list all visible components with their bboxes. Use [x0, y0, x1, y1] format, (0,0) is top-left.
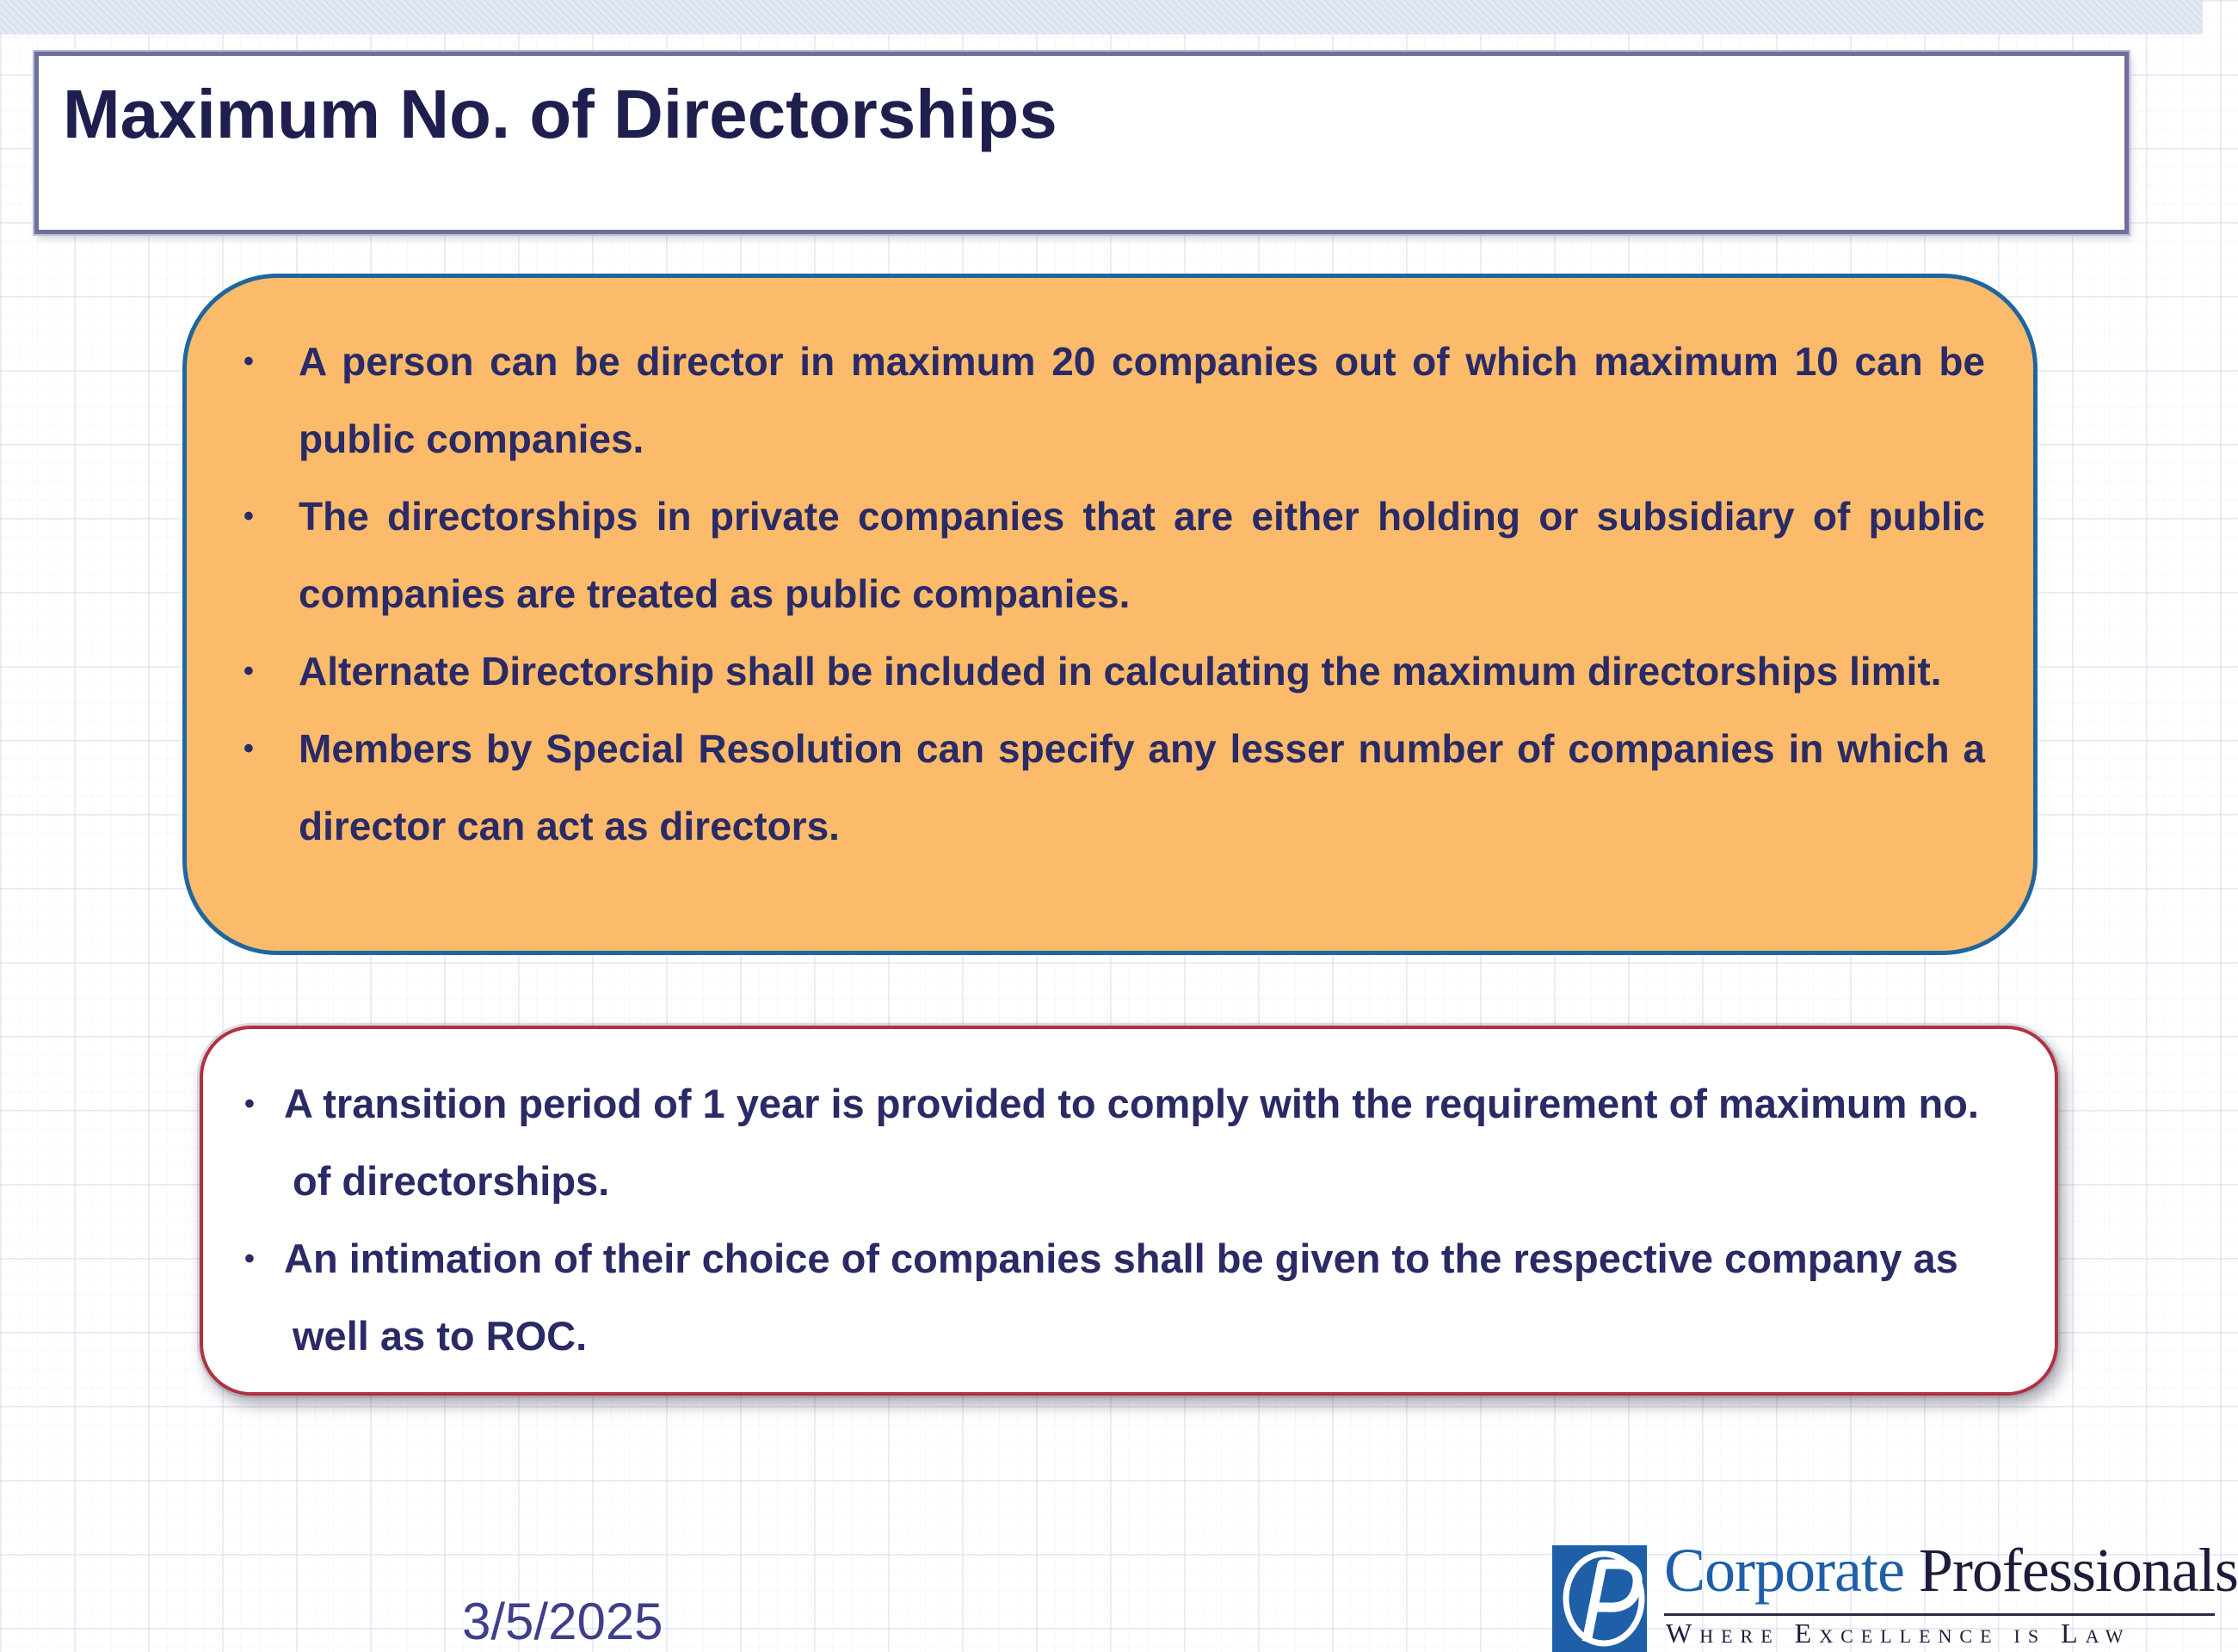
primary-point-text: Alternate Directorship shall be included in calculating the maximum directorships limit.: [299, 649, 1942, 693]
bullet-icon: •: [244, 655, 254, 687]
secondary-point: [244, 1220, 2022, 1375]
primary-point-text: A person can be director in maximum 20 companies out of which maximum 10 can be public companies.: [299, 339, 1985, 461]
slide-date: 3/5/2025: [462, 1593, 663, 1650]
bullet-icon: •: [244, 732, 254, 765]
primary-points-list: [244, 323, 1985, 865]
secondary-points-box: [200, 1026, 2058, 1396]
secondary-point-text: A transition period of 1 year is provided to comply with the requirement of maximum no. of directorships.: [284, 1081, 1979, 1204]
logo-wordmark: [1664, 1535, 2238, 1606]
logo-name-part1: Corporate: [1664, 1536, 1904, 1605]
primary-point: [244, 323, 1985, 478]
company-logo: [1549, 1536, 2238, 1652]
logo-p-mark-icon: [1552, 1545, 1647, 1652]
primary-point: [244, 478, 1985, 632]
bullet-icon: •: [244, 345, 254, 378]
primary-point-text: Members by Special Resolution can specify any lesser number of companies in which a director can act as directors.: [299, 726, 1985, 848]
primary-point: [244, 710, 1985, 865]
primary-points-box: [182, 274, 2038, 955]
secondary-point-text: An intimation of their choice of companies shall be given to the respective company as well as to ROC.: [284, 1236, 1958, 1359]
secondary-point: [244, 1065, 2022, 1220]
bullet-icon: •: [244, 500, 254, 533]
title-box: [34, 52, 2129, 234]
secondary-points-list: [244, 1065, 2022, 1375]
logo-name-part2: Professionals: [1918, 1536, 2238, 1605]
slide-title: Maximum No. of Directorships: [63, 76, 1057, 152]
bullet-icon: •: [244, 1242, 255, 1275]
bullet-icon: •: [244, 1088, 255, 1120]
logo-tagline: Where Excellence is Law: [1666, 1618, 2131, 1649]
primary-point-text: The directorships in private companies that are either holding or subsidiary of public companies are treated as public companies.: [299, 494, 1985, 616]
logo-divider: [1664, 1613, 2215, 1616]
primary-point: [244, 632, 1985, 710]
top-decorative-band: [0, 0, 2203, 34]
